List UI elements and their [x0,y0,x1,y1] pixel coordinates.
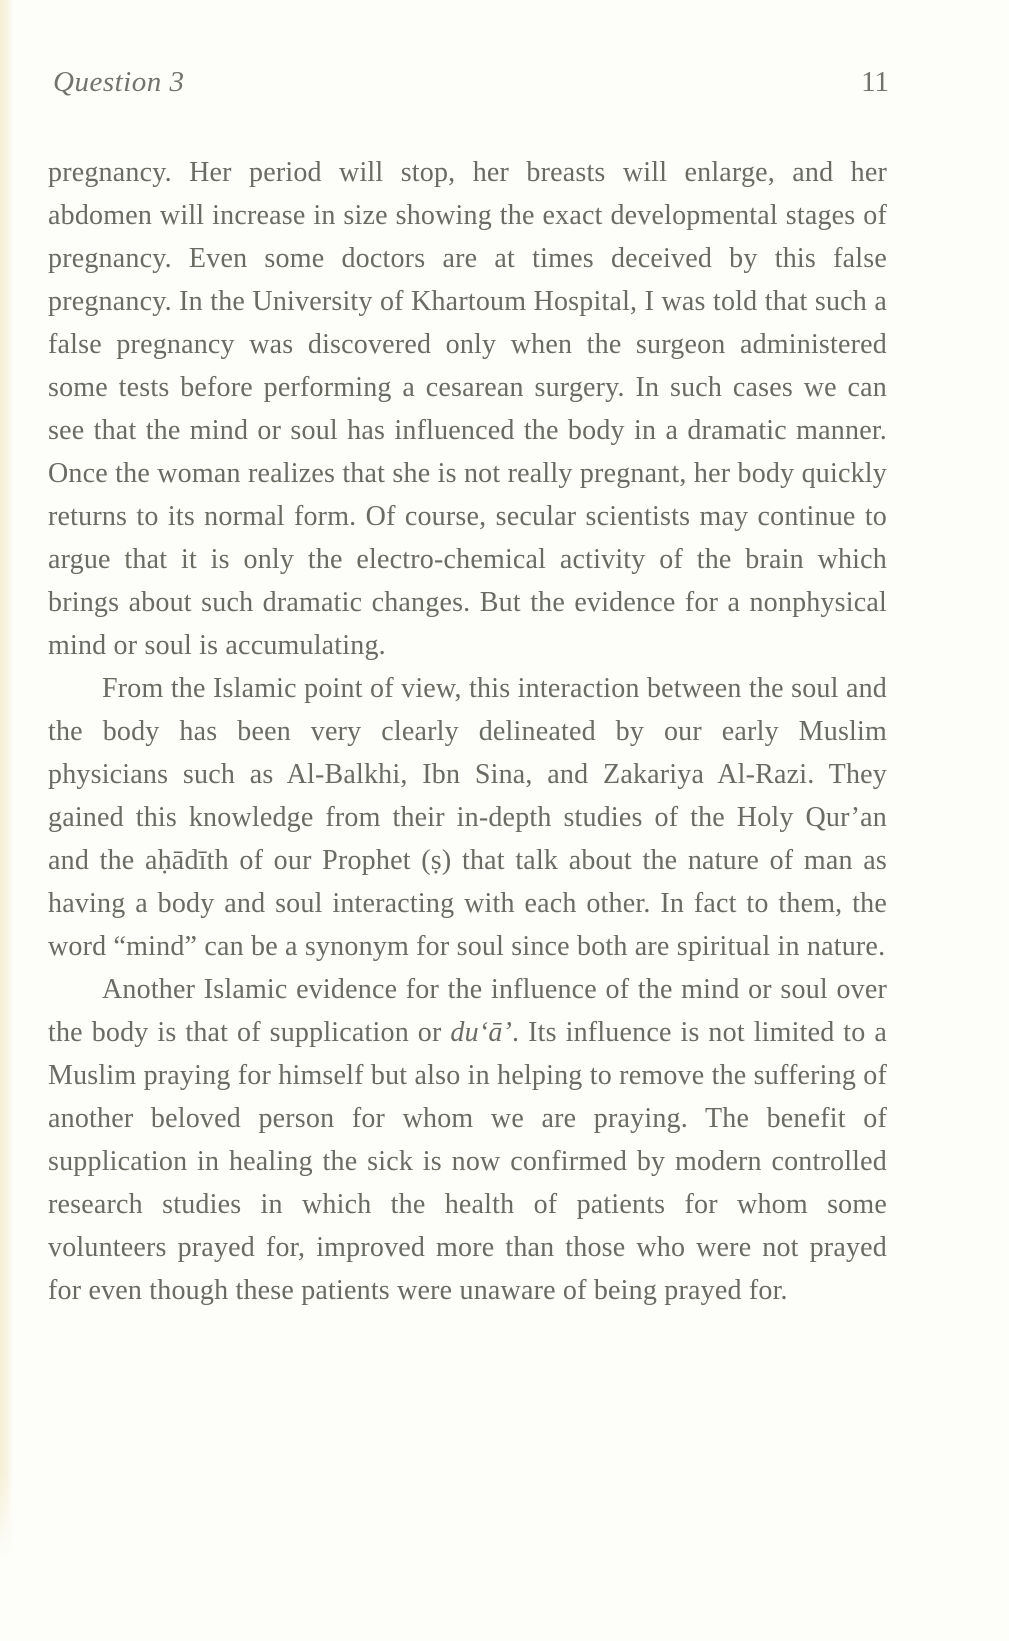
page-number: 11 [861,66,889,98]
paragraph-3-arabic-term: du‘ā’ [450,1017,513,1048]
paragraph-3 [48,968,887,1312]
paragraph-2-text: From the Islamic point of view, this interaction between the soul and the body has been very clearly delineated by our early Muslim physicians such as Al-Balkhi, Ibn Sina, and Zakariya Al-Razi. They gained this knowledge from their in-depth studies of the Holy Qur’an and the aḥādīth of our Prophet (ṣ) that talk about the nature of man as having a body and soul interacting with each other. In fact to them, the word “mind” can be a synonym for soul since both are spiritual in nature. [48,673,887,962]
paragraph-3-text-before-term: Another Islamic evidence for the influence of the mind or soul over the body is that of supplication or [48,974,887,1048]
paragraph-1 [48,151,887,667]
paragraph-3-text-after-term: . Its influence is not limited to a Muslim praying for himself but also in helping to remove the suffering of another beloved person for whom we are praying. The benefit of supplication in healing the sick is now confirmed by modern controlled research studies in which the health of patients for whom some volunteers prayed for, improved more than those who were not prayed for even though these patients were unaware of being prayed for. [48,1017,887,1306]
paragraph-2 [48,667,887,968]
body-text [48,151,887,1312]
page-edge-shading [0,0,13,1641]
paragraph-1-text: pregnancy. Her period will stop, her breasts will enlarge, and her abdomen will increase in size showing the exact developmental stages of pregnancy. Even some doctors are at times deceived by this false pregnancy. In the University of Khartoum Hospital, I was told that such a false pregnancy was discovered only when the surgeon administered some tests before performing a cesarean surgery. In such cases we can see that the mind or soul has influenced the body in a dramatic manner. Once the woman realizes that she is not really pregnant, her body quickly returns to its normal form. Of course, secular scientists may continue to argue that it is only the electro-chemical activity of the brain which brings about such dramatic changes. But the evidence for a nonphysical mind or soul is accumulating. [48,157,887,661]
running-header-title: Question 3 [53,66,185,98]
page-edge-fade [0,1470,13,1641]
page-header [53,66,889,99]
